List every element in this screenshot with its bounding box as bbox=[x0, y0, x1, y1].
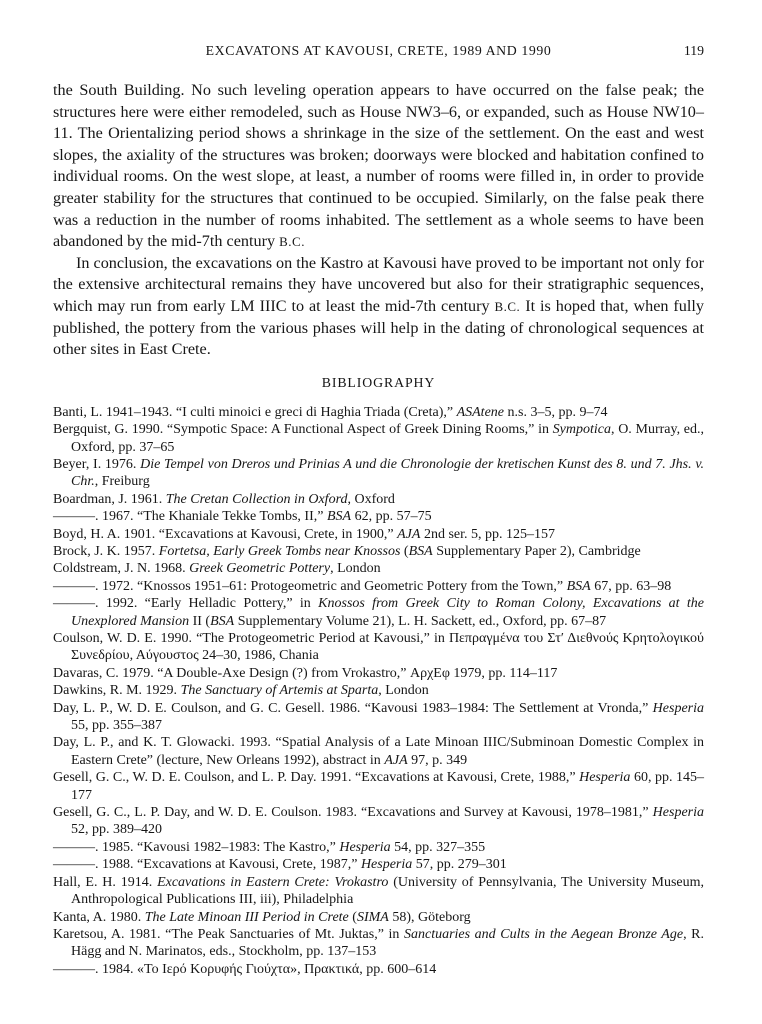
running-head-title: EXCAVATONS AT KAVOUSI, CRETE, 1989 AND 1990 bbox=[205, 43, 552, 58]
italic-text: Die Tempel von Dreros und Prinias A und die Chronologie der kretischen Kunst des 8. und 7. Jhs. v. Chr. bbox=[71, 456, 704, 490]
text-run: Day, L. P., W. D. E. Coulson, and G. C. Gesell. 1986. “Kavousi 1983–1984: The Settlement at Vronda,” bbox=[53, 700, 653, 716]
smallcaps-text: B.C. bbox=[494, 298, 521, 314]
text-run: Supplementary Volume 21), L. H. Sackett, ed., Oxford, pp. 67–87 bbox=[234, 613, 607, 629]
italic-text: The Late Minoan III Period in Crete bbox=[144, 909, 349, 925]
text-run: Dawkins, R. M. 1929. bbox=[53, 683, 181, 699]
bib-entry bbox=[53, 700, 704, 735]
text-run: 97, p. 349 bbox=[407, 752, 468, 768]
italic-text: SIMA bbox=[356, 909, 389, 925]
text-run: ———. 1985. “Kavousi 1982–1983: The Kastro,” bbox=[53, 839, 340, 855]
text-run: 52, pp. 389–420 bbox=[71, 822, 162, 838]
text-run: Davaras, C. 1979. “A Double-Axe Design (?) from Vrokastro,” ΑρχΕφ 1979, pp. 114–117 bbox=[53, 665, 558, 681]
text-run: Boardman, J. 1961. bbox=[53, 491, 166, 507]
text-run: 60, pp. 145–177 bbox=[71, 770, 705, 803]
bib-entry bbox=[53, 526, 704, 543]
italic-text: Sympotica bbox=[552, 422, 611, 438]
text-run: 57, pp. 279–301 bbox=[412, 857, 507, 873]
text-run: ———. 1992. “Early Helladic Pottery,” in bbox=[53, 596, 319, 612]
text-run: 2nd ser. 5, pp. 125–157 bbox=[420, 526, 555, 542]
text-run: Brock, J. K. 1957. bbox=[53, 543, 159, 559]
text-run: In conclusion, the excavations on the Kastro at Kavousi have proved to be important not only for the extensive architectural remains they have uncovered but also for their stratigraphic sequences, which may run from early LM IIIC to at least the mid-7th century bbox=[53, 253, 705, 315]
text-run: , Oxford bbox=[347, 491, 395, 507]
text-run: , Freiburg bbox=[94, 474, 150, 490]
text-run: n.s. 3–5, pp. 9–74 bbox=[504, 404, 608, 420]
bib-entry bbox=[53, 874, 704, 909]
bib-entry bbox=[53, 560, 704, 577]
text-run: Banti, L. 1941–1943. “I culti minoici e greci di Haghia Triada (Creta),” bbox=[53, 404, 457, 420]
text-run: 55, pp. 355–387 bbox=[71, 718, 162, 734]
text-run: 58), Göteborg bbox=[388, 909, 471, 925]
text-run: Beyer, I. 1976. bbox=[53, 456, 141, 472]
bib-entry bbox=[53, 543, 704, 560]
italic-text: Hesperia bbox=[652, 805, 704, 821]
italic-text: Hesperia bbox=[339, 839, 391, 855]
text-run: Hall, E. H. 1914. bbox=[53, 874, 158, 890]
bib-entry bbox=[53, 630, 704, 665]
body-text bbox=[53, 80, 704, 361]
italic-text: AJA bbox=[397, 526, 421, 542]
italic-text: The Cretan Collection in Oxford bbox=[165, 491, 348, 507]
bib-entry bbox=[53, 769, 704, 804]
bib-entry bbox=[53, 456, 704, 491]
text-run: 67, pp. 63–98 bbox=[590, 578, 672, 594]
bib-entry bbox=[53, 961, 704, 978]
text-run: Gesell, G. C., L. P. Day, and W. D. E. Coulson. 1983. “Excavations and Survey at Kavousi, 1978–1981,” bbox=[53, 805, 653, 821]
italic-text: BSA bbox=[408, 543, 433, 559]
italic-text: Fortetsa, Early Greek Tombs near Knossos bbox=[158, 543, 401, 559]
text-run: , London bbox=[378, 683, 429, 699]
italic-text: Greek Geometric Pottery bbox=[189, 561, 331, 577]
text-run: Kanta, A. 1980. bbox=[53, 909, 145, 925]
text-run: II ( bbox=[189, 613, 211, 629]
text-run: , London bbox=[330, 561, 381, 577]
bib-entry bbox=[53, 404, 704, 421]
bib-entry bbox=[53, 665, 704, 682]
text-run: It is hoped that, when fully published, the pottery from the various phases will help in the dating of chronological sequences at other sites in East Crete. bbox=[53, 296, 704, 359]
page-number: 119 bbox=[683, 43, 704, 58]
paragraph-continuation bbox=[53, 80, 704, 253]
bib-entry bbox=[53, 804, 704, 839]
text-run: 62, pp. 57–75 bbox=[351, 509, 432, 525]
bib-entry bbox=[53, 909, 704, 926]
italic-text: The Sanctuary of Artemis at Sparta bbox=[180, 683, 379, 699]
smallcaps-text: B.C. bbox=[279, 234, 305, 250]
bib-entry bbox=[53, 856, 704, 873]
bib-entry bbox=[53, 926, 704, 961]
italic-text: BSA bbox=[326, 509, 352, 525]
bib-entry bbox=[53, 421, 704, 456]
italic-text: Hesperia bbox=[360, 857, 413, 873]
italic-text: Excavations in Eastern Crete: Vrokastro bbox=[157, 874, 389, 890]
text-run: the South Building. No such leveling operation appears to have occurred on the false peak; the structures here were either remodeled, such as House NW3–6, or expanded, such as House NW10–11. The Orientalizing period shows a shrinkage in the size of the settlement. On the east and west slopes, the axiality of the structures was broken; doorways were blocked and habitation confined to individual rooms. On the west slope, at least, a number of rooms were filled in, in order to provide greater stability for the structures that continued to be occupied. Similarly, on the false peak there was a reduction in the number of rooms inhabited. The settlement as a whole seems to have been abandoned by the mid-7th century bbox=[53, 81, 704, 251]
text-run: ( bbox=[400, 543, 409, 559]
text-run: ———. 1984. «Το Ιερό Κορυφής Γιούχτα», Πρακτικά, pp. 600–614 bbox=[53, 961, 437, 977]
italic-text: ASAtene bbox=[456, 404, 504, 420]
text-run: 54, pp. 327–355 bbox=[390, 839, 486, 855]
text-run: ———. 1972. “Knossos 1951–61: Protogeometric and Geometric Pottery from the Town,” bbox=[53, 578, 567, 594]
bib-entry bbox=[53, 734, 704, 769]
italic-text: AJA bbox=[384, 752, 408, 768]
text-run: ( bbox=[348, 909, 357, 925]
paragraph-conclusion bbox=[53, 253, 704, 361]
italic-text: Knossos from Greek City to Roman Colony, Excavations at the Unexplored Mansion bbox=[71, 596, 704, 629]
italic-text: Sanctuaries and Cults in the Aegean Bronze Age bbox=[403, 926, 684, 942]
bib-entry bbox=[53, 508, 704, 525]
bibliography-heading: BIBLIOGRAPHY bbox=[321, 374, 436, 390]
bib-entry bbox=[53, 839, 704, 856]
bib-entry bbox=[53, 595, 704, 630]
text-run: ———. 1988. “Excavations at Kavousi, Crete, 1987,” bbox=[53, 857, 361, 873]
text-run: Supplementary Paper 2), Cambridge bbox=[432, 543, 641, 559]
text-run: , O. Murray, ed., Oxford, pp. 37–65 bbox=[71, 422, 704, 455]
text-run: Bergquist, G. 1990. “Sympotic Space: A Functional Aspect of Greek Dining Rooms,” in bbox=[53, 422, 553, 438]
text-run: (University of Pennsylvania, The University Museum, Anthropological Publications III, iii), Philadelphia bbox=[71, 874, 705, 908]
running-head bbox=[53, 42, 704, 59]
italic-text: Hesperia bbox=[579, 770, 631, 786]
bibliography-list bbox=[53, 404, 704, 978]
text-run: ———. 1967. “The Khaniale Tekke Tombs, II,” bbox=[53, 509, 327, 525]
text-run: Boyd, H. A. 1901. “Excavations at Kavousi, Crete, in 1900,” bbox=[53, 526, 398, 542]
text-run: , R. Hägg and N. Marinatos, eds., Stockholm, pp. 137–153 bbox=[71, 926, 704, 960]
italic-text: BSA bbox=[566, 578, 591, 594]
bib-entry bbox=[53, 578, 704, 595]
bib-entry bbox=[53, 491, 704, 508]
text-run: Day, L. P., and K. T. Glowacki. 1993. “Spatial Analysis of a Late Minoan IIIC/Subminoan Domestic Complex in Eastern Crete” (lecture, New Orleans 1992), abstract in bbox=[53, 735, 704, 768]
text-run: Coulson, W. D. E. 1990. “The Protogeometric Period at Kavousi,” in Πεπραγμένα του Στ′ Διεθνούς Κρητολογικού Συνεδρίου, Αύγουστος 24–30, 1986, Chania bbox=[53, 631, 704, 664]
italic-text: Hesperia bbox=[652, 700, 704, 716]
italic-text: BSA bbox=[210, 613, 235, 629]
bib-entry bbox=[53, 682, 704, 699]
text-run: Karetsou, A. 1981. “The Peak Sanctuaries of Mt. Juktas,” in bbox=[53, 926, 404, 942]
text-run: Coldstream, J. N. 1968. bbox=[53, 561, 190, 577]
text-run: Gesell, G. C., W. D. E. Coulson, and L. P. Day. 1991. “Excavations at Kavousi, Crete, 1988,” bbox=[53, 770, 580, 786]
